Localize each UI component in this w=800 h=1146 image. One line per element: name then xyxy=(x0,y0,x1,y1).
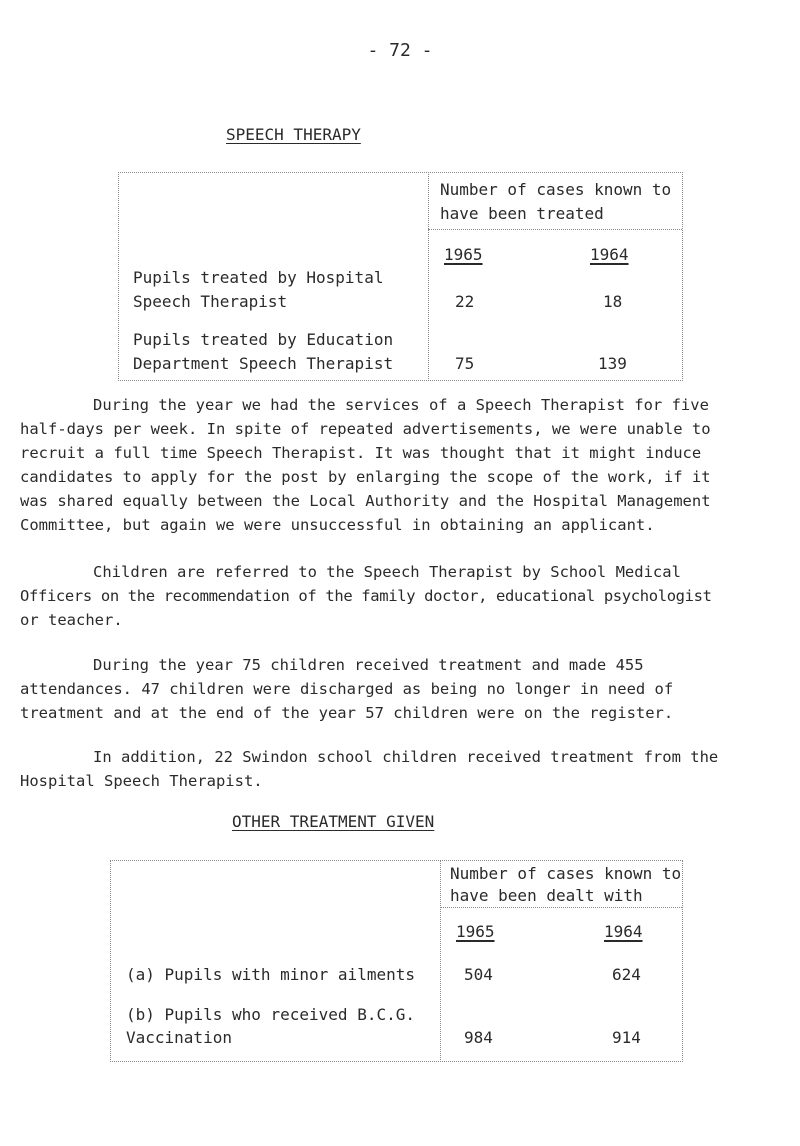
table2-year-1965: 1965 xyxy=(456,922,495,941)
paragraph-line: treatment and at the end of the year 57 children were on the register. xyxy=(20,704,674,722)
table1-header-line1: Number of cases known to xyxy=(440,180,672,199)
paragraph-line: was shared equally between the Local Authority and the Hospital Management xyxy=(20,492,711,510)
table1-row1-label-line2: Speech Therapist xyxy=(133,292,288,311)
paragraph-line: half-days per week. In spite of repeated advertisements, we were unable to xyxy=(20,420,711,438)
paragraph-referrals xyxy=(20,560,790,632)
table2-row1-label: (a) Pupils with minor ailments xyxy=(126,965,415,984)
table2-row2-label-line2: Vaccination xyxy=(126,1028,232,1047)
table1-header-line2: have been treated xyxy=(440,204,604,223)
section-title-other-treatment: OTHER TREATMENT GIVEN xyxy=(232,812,435,831)
paragraph-line: During the year we had the services of a Speech Therapist for five xyxy=(93,396,709,414)
paragraph-line: Committee, but again we were unsuccessful in obtaining an applicant. xyxy=(20,516,655,534)
table1-row2-label-line2: Department Speech Therapist xyxy=(133,354,394,373)
paragraph-swindon xyxy=(20,745,790,793)
table2-row2-value-1964: 914 xyxy=(612,1028,641,1047)
table2-row1-value-1964: 624 xyxy=(612,965,641,984)
table1-row1-label-line1: Pupils treated by Hospital xyxy=(133,268,384,287)
section-title-speech-therapy: SPEECH THERAPY xyxy=(226,125,361,144)
table2-row2-label-line1: (b) Pupils who received B.C.G. xyxy=(126,1005,415,1024)
paragraph-line: Hospital Speech Therapist. xyxy=(20,772,263,790)
table1-row1-value-1965: 22 xyxy=(455,292,475,311)
paragraph-services xyxy=(20,393,790,537)
table2-year-1964: 1964 xyxy=(604,922,643,941)
table1-year-1964: 1964 xyxy=(590,245,629,264)
table1-row2-label-line1: Pupils treated by Education xyxy=(133,330,394,349)
table1-row1-value-1964: 18 xyxy=(603,292,623,311)
paragraph-line: Officers on the recommendation of the family doctor, educational psychologist xyxy=(20,587,712,605)
paragraph-line: recruit a full time Speech Therapist. It was thought that it might induce xyxy=(20,444,702,462)
paragraph-line: In addition, 22 Swindon school children received treatment from the xyxy=(93,748,719,766)
paragraph-line: candidates to apply for the post by enlarging the scope of the work, if it xyxy=(20,468,711,486)
table2-header-line1: Number of cases known to xyxy=(450,864,682,883)
paragraph-line: attendances. 47 children were discharged as being no longer in need of xyxy=(20,680,674,698)
paragraph-line: Children are referred to the Speech Therapist by School Medical xyxy=(93,563,681,581)
table1-row2-value-1964: 139 xyxy=(598,354,627,373)
page-number: - 72 - xyxy=(367,40,433,61)
table1-year-1965: 1965 xyxy=(444,245,483,264)
table2-header-line2: have been dealt with xyxy=(450,886,643,905)
table1-row2-value-1965: 75 xyxy=(455,354,475,373)
table2-row1-value-1965: 504 xyxy=(464,965,493,984)
paragraph-attendances xyxy=(20,653,790,725)
paragraph-line: During the year 75 children received treatment and made 455 xyxy=(93,656,644,674)
paragraph-line: or teacher. xyxy=(20,611,123,629)
table2-row2-value-1965: 984 xyxy=(464,1028,493,1047)
